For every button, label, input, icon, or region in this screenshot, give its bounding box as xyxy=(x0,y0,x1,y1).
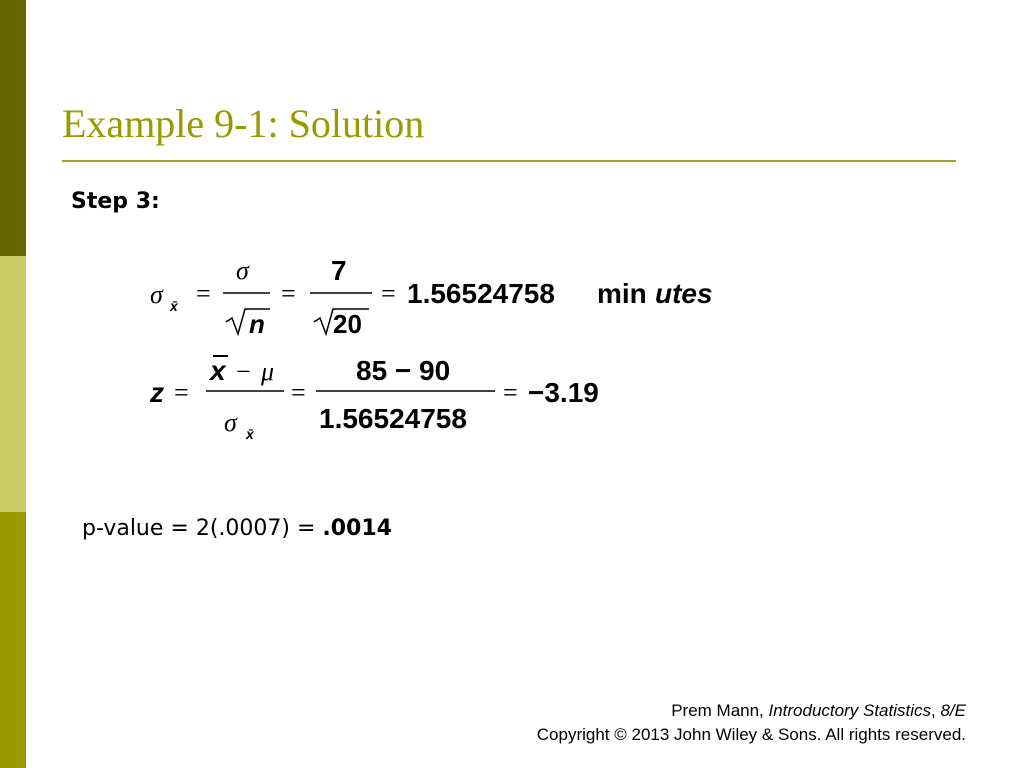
p-value-line xyxy=(82,516,392,541)
step-label: Step 3: xyxy=(71,189,160,214)
slide-title: Example 9-1: Solution xyxy=(62,101,425,146)
book-title: Introductory Statistics xyxy=(768,701,932,720)
fraction-numerator-7: 7 xyxy=(331,255,347,286)
equals-sign: = xyxy=(196,279,211,308)
xbar-symbol: x xyxy=(210,355,226,386)
citation-line xyxy=(537,699,966,723)
standard-error-result: 1.56524758 xyxy=(407,278,555,309)
equals-sign: = xyxy=(381,279,396,308)
author: Prem Mann, xyxy=(671,701,769,720)
numerator-values: 85 − 90 xyxy=(356,355,451,386)
sigma-symbol: σ xyxy=(150,280,163,309)
citation-separator: , xyxy=(931,701,941,720)
sqrt-20: 20 xyxy=(333,309,362,339)
equals-sign: = xyxy=(291,378,306,407)
standard-error-formula xyxy=(150,255,713,339)
sigma-symbol: σ xyxy=(224,408,237,437)
edition: 8/E xyxy=(940,701,966,720)
p-value-result: .0014 xyxy=(322,516,392,541)
sigma-subscript: x̄ xyxy=(170,298,178,314)
equals-sign: = xyxy=(503,378,518,407)
fraction-numerator-sigma: σ xyxy=(236,256,249,285)
unit-utes: utes xyxy=(655,278,713,309)
sigma-subscript: x̄ xyxy=(246,426,254,442)
z-score-formula xyxy=(149,355,599,442)
minus-sign: − xyxy=(236,357,251,386)
equals-sign: = xyxy=(281,279,296,308)
unit-min: min xyxy=(597,278,647,309)
equals-sign: = xyxy=(174,378,189,407)
mu-symbol: μ xyxy=(261,357,275,386)
z-score-result: −3.19 xyxy=(528,377,599,408)
denominator-value: 1.56524758 xyxy=(319,403,467,434)
z-symbol: z xyxy=(150,377,164,408)
copyright-line: Copyright © 2013 John Wiley & Sons. All rights reserved. xyxy=(536,725,966,744)
sqrt-n: n xyxy=(249,309,265,339)
slide-footer xyxy=(537,699,966,747)
p-value-expression: p-value = 2(.0007) = xyxy=(82,516,323,541)
